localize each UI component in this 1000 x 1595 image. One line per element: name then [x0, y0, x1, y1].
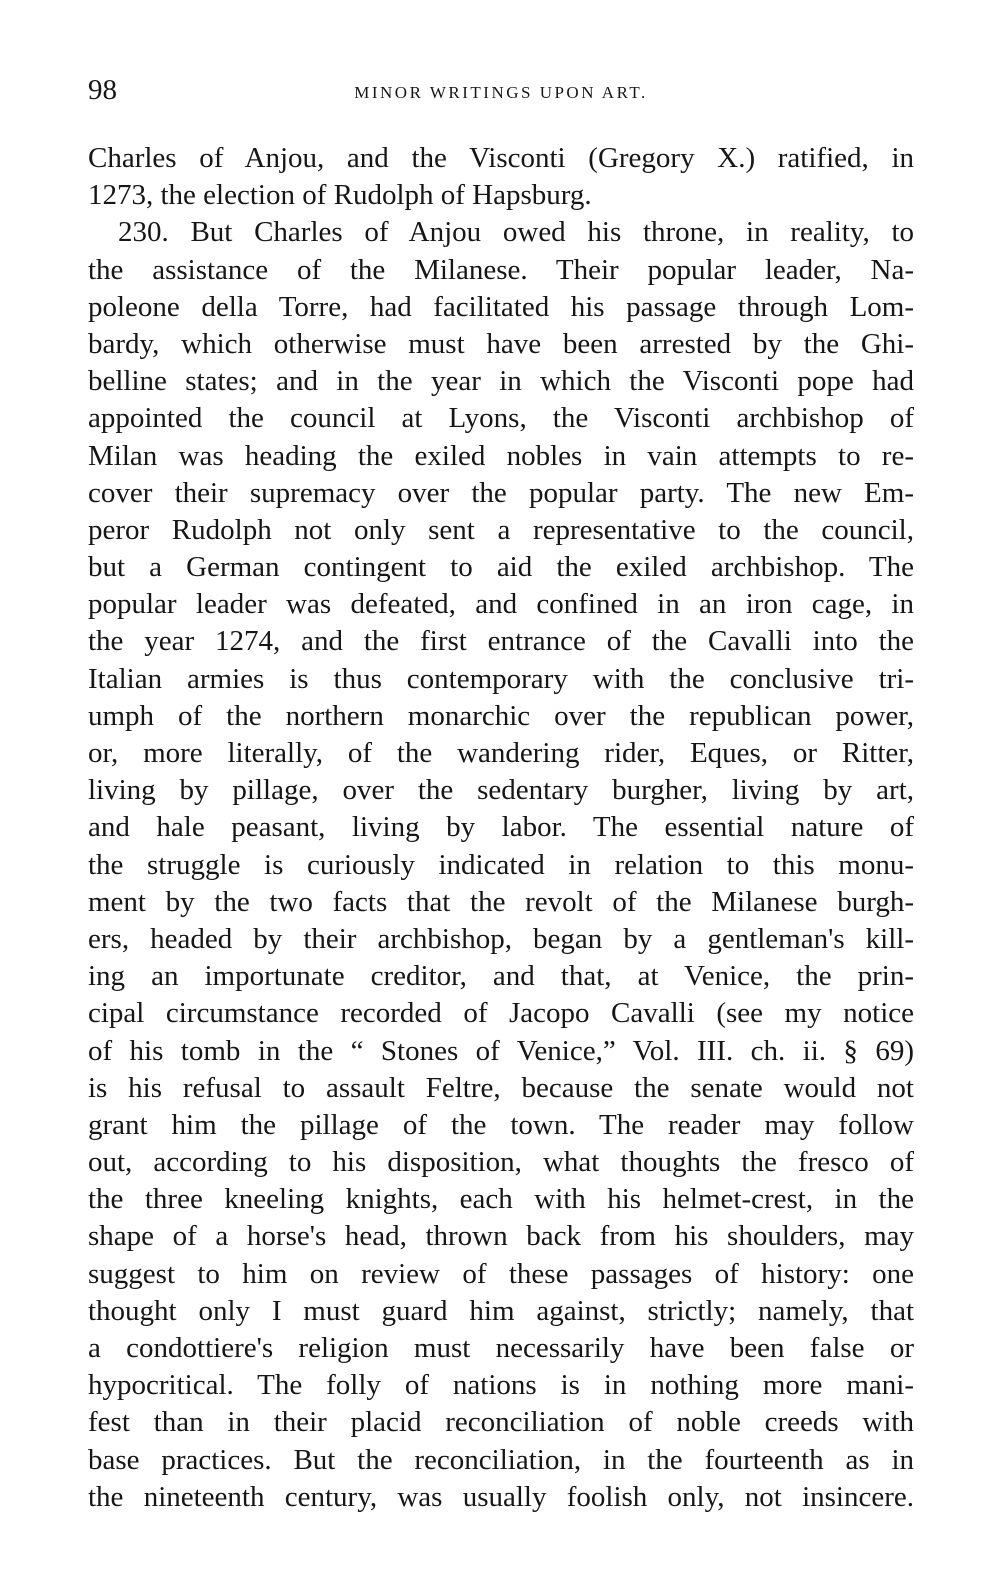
text-line: shape of a horse's head, thrown back from his shoulders, may [88, 1220, 914, 1253]
text-line: Charles of Anjou, and the Visconti (Gregory X.) ratified, in [88, 142, 914, 174]
text-line: fest than in their placid reconciliation of noble creeds with [88, 1406, 914, 1439]
text-line: poleone della Torre, had facilitated his passage through Lom- [88, 290, 914, 323]
text-line: hypocritical. The folly of nations is in nothing more mani- [88, 1369, 914, 1402]
text-line: belline states; and in the year in which the Visconti pope had [88, 365, 914, 398]
text-line: thought only I must guard him against, strictly; namely, that [88, 1294, 914, 1327]
body-text [88, 140, 914, 1516]
text-line: or, more literally, of the wandering rider, Eques, or Ritter, [88, 737, 914, 769]
page-header [88, 72, 914, 112]
text-line: is his refusal to assault Feltre, because the senate would not [88, 1071, 914, 1104]
text-line: popular leader was defeated, and confined in an iron cage, in [88, 588, 914, 621]
text-line: Milan was heading the exiled nobles in vain attempts to re- [88, 439, 914, 472]
text-line: living by pillage, over the sedentary burgher, living by art, [88, 774, 914, 807]
text-line: appointed the council at Lyons, the Visconti archbishop of [88, 402, 914, 435]
text-line: peror Rudolph not only sent a representative to the council, [88, 513, 914, 546]
text-line: ers, headed by their archbishop, began by a gentleman's kill- [88, 922, 914, 955]
text-line: cipal circumstance recorded of Jacopo Cavalli (see my notice [88, 997, 914, 1030]
text-line: the assistance of the Milanese. Their popular leader, Na- [88, 253, 914, 286]
text-line: of his tomb in the “ Stones of Venice,” Vol. III. ch. ii. § 69) [88, 1034, 914, 1067]
text-line: base practices. But the reconciliation, in the fourteenth as in [88, 1443, 914, 1476]
text-line: the three kneeling knights, each with his helmet-crest, in the [88, 1183, 914, 1216]
text-line: a condottiere's religion must necessarily have been false or [88, 1332, 914, 1364]
running-head: MINOR WRITINGS UPON ART. [354, 83, 648, 102]
page-number: 98 [88, 74, 117, 106]
text-line: Italian armies is thus contemporary with the conclusive tri- [88, 662, 914, 695]
text-line: but a German contingent to aid the exiled archbishop. The [88, 551, 914, 584]
text-line: the year 1274, and the first entrance of the Cavalli into the [88, 625, 914, 658]
text-line: ment by the two facts that the revolt of the Milanese burgh- [88, 885, 914, 918]
text-line: bardy, which otherwise must have been arrested by the Ghi- [88, 327, 914, 360]
text-line: the struggle is curiously indicated in relation to this monu- [88, 848, 914, 881]
text-line: 1273, the election of Rudolph of Hapsburg. [88, 179, 592, 212]
text-line: ing an importunate creditor, and that, at Venice, the prin- [88, 960, 914, 993]
text-line: the nineteenth century, was usually foolish only, not insincere. [88, 1480, 914, 1513]
text-line: cover their supremacy over the popular party. The new Em- [88, 476, 914, 509]
paragraph-start-line: 230. But Charles of Anjou owed his throne, in reality, to [118, 216, 914, 249]
text-line: and hale peasant, living by labor. The essential nature of [88, 811, 914, 844]
text-line: out, according to his disposition, what thoughts the fresco of [88, 1146, 914, 1179]
text-line: grant him the pillage of the town. The reader may follow [88, 1108, 914, 1141]
text-line: umph of the northern monarchic over the republican power, [88, 699, 914, 732]
text-line: suggest to him on review of these passages of history: one [88, 1257, 914, 1290]
